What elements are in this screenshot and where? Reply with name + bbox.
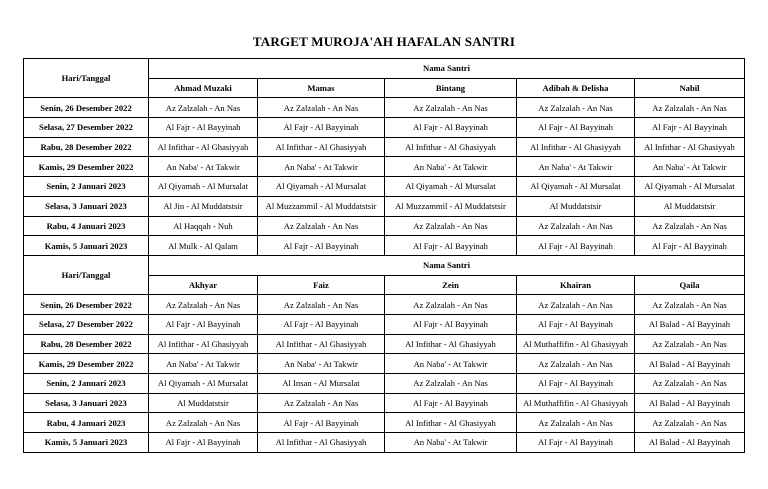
surah-target-cell: Al Fajr - Al Bayyinah xyxy=(258,413,385,433)
surah-target-cell: Az Zalzalah - An Nas xyxy=(517,98,635,118)
names-group-header: Nama Santri xyxy=(149,59,745,79)
surah-target-cell: Az Zalzalah - An Nas xyxy=(258,393,385,413)
surah-target-cell: Az Zalzalah - An Nas xyxy=(517,216,635,236)
surah-target-cell: Al Muddatstsir xyxy=(149,393,258,413)
page-title: TARGET MUROJA'AH HAFALAN SANTRI xyxy=(252,34,516,49)
surah-target-cell: An Naba' - At Takwir xyxy=(258,157,385,177)
date-cell: Kamis, 29 Desember 2022 xyxy=(24,157,149,177)
schedule-row xyxy=(24,433,745,453)
surah-target-cell: Al Fajr - Al Bayyinah xyxy=(517,236,635,256)
date-cell: Senin, 26 Desember 2022 xyxy=(24,295,149,315)
surah-target-cell: An Naba' - At Takwir xyxy=(149,157,258,177)
surah-target-cell: Al Fajr - Al Bayyinah xyxy=(635,118,745,138)
student-name-header: Mamas xyxy=(258,78,385,98)
surah-target-cell: Al Infithar - Al Ghasiyyah xyxy=(258,137,385,157)
surah-target-cell: Al Infithar - Al Ghasiyyah xyxy=(517,137,635,157)
surah-target-cell: An Naba' - At Takwir xyxy=(635,157,745,177)
date-cell: Selasa, 27 Desember 2022 xyxy=(24,314,149,334)
surah-target-cell: Al Qiyamah - Al Mursalat xyxy=(149,177,258,197)
date-cell: Kamis, 29 Desember 2022 xyxy=(24,354,149,374)
table-body xyxy=(24,59,745,453)
surah-target-cell: Al Qiyamah - Al Mursalat xyxy=(258,177,385,197)
surah-target-cell: Az Zalzalah - An Nas xyxy=(149,413,258,433)
surah-target-cell: Al Insan - Al Mursalat xyxy=(258,374,385,394)
surah-target-cell: Al Haqqah - Nuh xyxy=(149,216,258,236)
surah-target-cell: Al Infithar - Al Ghasiyyah xyxy=(258,433,385,453)
surah-target-cell: Al Infithar - Al Ghasiyyah xyxy=(149,137,258,157)
schedule-row xyxy=(24,354,745,374)
surah-target-cell: Al Muzzammil - Al Muddatstsir xyxy=(258,196,385,216)
surah-target-cell: Al Jin - Al Muddatstsir xyxy=(149,196,258,216)
date-cell: Selasa, 3 Januari 2023 xyxy=(24,196,149,216)
murojaah-table xyxy=(23,58,745,453)
schedule-row xyxy=(24,177,745,197)
surah-target-cell: An Naba' - At Takwir xyxy=(149,354,258,374)
surah-target-cell: Al Muthaffifin - Al Ghasiyyah xyxy=(517,393,635,413)
student-name-header: Faiz xyxy=(258,275,385,295)
schedule-row xyxy=(24,196,745,216)
surah-target-cell: Al Qiyamah - Al Mursalat xyxy=(385,177,517,197)
surah-target-cell: Az Zalzalah - An Nas xyxy=(635,216,745,236)
surah-target-cell: Al Muddatstsir xyxy=(517,196,635,216)
student-name-header: Akhyar xyxy=(149,275,258,295)
student-name-header: Bintang xyxy=(385,78,517,98)
surah-target-cell: Al Infithar - Al Ghasiyyah xyxy=(258,334,385,354)
surah-target-cell: Al Balad - Al Bayyinah xyxy=(635,354,745,374)
date-cell: Selasa, 27 Desember 2022 xyxy=(24,118,149,138)
names-group-header: Nama Santri xyxy=(149,255,745,275)
surah-target-cell: Al Fajr - Al Bayyinah xyxy=(385,314,517,334)
surah-target-cell: Al Balad - Al Bayyinah xyxy=(635,314,745,334)
surah-target-cell: Az Zalzalah - An Nas xyxy=(385,295,517,315)
surah-target-cell: Az Zalzalah - An Nas xyxy=(635,374,745,394)
surah-target-cell: Az Zalzalah - An Nas xyxy=(517,354,635,374)
date-cell: Senin, 26 Desember 2022 xyxy=(24,98,149,118)
schedule-row xyxy=(24,236,745,256)
surah-target-cell: Al Fajr - Al Bayyinah xyxy=(149,433,258,453)
surah-target-cell: Al Balad - Al Bayyinah xyxy=(635,433,745,453)
surah-target-cell: An Naba' - At Takwir xyxy=(517,157,635,177)
surah-target-cell: Al Fajr - Al Bayyinah xyxy=(517,314,635,334)
date-cell: Kamis, 5 Januari 2023 xyxy=(24,236,149,256)
schedule-row xyxy=(24,98,745,118)
schedule-row xyxy=(24,314,745,334)
surah-target-cell: Al Fajr - Al Bayyinah xyxy=(258,118,385,138)
surah-target-cell: Al Fajr - Al Bayyinah xyxy=(149,314,258,334)
surah-target-cell: An Naba' - At Takwir xyxy=(385,354,517,374)
date-cell: Senin, 2 Januari 2023 xyxy=(24,374,149,394)
student-name-header: Khairan xyxy=(517,275,635,295)
surah-target-cell: Az Zalzalah - An Nas xyxy=(635,295,745,315)
surah-target-cell: Az Zalzalah - An Nas xyxy=(385,98,517,118)
surah-target-cell: Az Zalzalah - An Nas xyxy=(635,413,745,433)
student-name-header: Nabil xyxy=(635,78,745,98)
date-column-header: Hari/Tanggal xyxy=(24,255,149,294)
surah-target-cell: Al Infithar - Al Ghasiyyah xyxy=(385,137,517,157)
schedule-row xyxy=(24,157,745,177)
surah-target-cell: Al Fajr - Al Bayyinah xyxy=(635,236,745,256)
surah-target-cell: Al Qiyamah - Al Mursalat xyxy=(517,177,635,197)
surah-target-cell: Az Zalzalah - An Nas xyxy=(517,295,635,315)
surah-target-cell: Az Zalzalah - An Nas xyxy=(385,374,517,394)
date-cell: Kamis, 5 Januari 2023 xyxy=(24,433,149,453)
surah-target-cell: Al Fajr - Al Bayyinah xyxy=(149,118,258,138)
surah-target-cell: Al Fajr - Al Bayyinah xyxy=(517,118,635,138)
surah-target-cell: Az Zalzalah - An Nas xyxy=(258,98,385,118)
schedule-row xyxy=(24,137,745,157)
student-name-header: Adibah & Delisha xyxy=(517,78,635,98)
surah-target-cell: Al Infithar - Al Ghasiyyah xyxy=(385,334,517,354)
surah-target-cell: Al Infithar - Al Ghasiyyah xyxy=(385,413,517,433)
surah-target-cell: An Naba' - At Takwir xyxy=(385,433,517,453)
student-name-header: Ahmad Muzaki xyxy=(149,78,258,98)
surah-target-cell: Al Fajr - Al Bayyinah xyxy=(385,236,517,256)
schedule-row xyxy=(24,413,745,433)
schedule-row xyxy=(24,216,745,236)
date-cell: Rabu, 4 Januari 2023 xyxy=(24,216,149,236)
surah-target-cell: Al Muthaffifin - Al Ghasiyyah xyxy=(517,334,635,354)
surah-target-cell: Al Balad - Al Bayyinah xyxy=(635,393,745,413)
date-cell: Rabu, 28 Desember 2022 xyxy=(24,334,149,354)
surah-target-cell: Al Mulk - Al Qalam xyxy=(149,236,258,256)
surah-target-cell: Al Infithar - Al Ghasiyyah xyxy=(635,137,745,157)
date-column-header: Hari/Tanggal xyxy=(24,59,149,98)
surah-target-cell: Al Fajr - Al Bayyinah xyxy=(385,118,517,138)
surah-target-cell: Az Zalzalah - An Nas xyxy=(258,295,385,315)
surah-target-cell: Az Zalzalah - An Nas xyxy=(258,216,385,236)
surah-target-cell: An Naba' - At Takwir xyxy=(385,157,517,177)
surah-target-cell: Al Muddatstsir xyxy=(635,196,745,216)
date-cell: Senin, 2 Januari 2023 xyxy=(24,177,149,197)
date-cell: Rabu, 4 Januari 2023 xyxy=(24,413,149,433)
schedule-row xyxy=(24,393,745,413)
surah-target-cell: Az Zalzalah - An Nas xyxy=(517,413,635,433)
surah-target-cell: Al Infithar - Al Ghasiyyah xyxy=(149,334,258,354)
surah-target-cell: Az Zalzalah - An Nas xyxy=(635,334,745,354)
surah-target-cell: Al Fajr - Al Bayyinah xyxy=(258,314,385,334)
surah-target-cell: Al Fajr - Al Bayyinah xyxy=(385,393,517,413)
surah-target-cell: An Naba' - At Takwir xyxy=(258,354,385,374)
schedule-row xyxy=(24,334,745,354)
schedule-row xyxy=(24,295,745,315)
surah-target-cell: Al Qiyamah - Al Mursalat xyxy=(635,177,745,197)
student-name-header: Qaila xyxy=(635,275,745,295)
section-header-row xyxy=(24,59,745,79)
section-header-row xyxy=(24,255,745,275)
surah-target-cell: Al Fajr - Al Bayyinah xyxy=(517,374,635,394)
schedule-row xyxy=(24,118,745,138)
surah-target-cell: Az Zalzalah - An Nas xyxy=(385,216,517,236)
surah-target-cell: Az Zalzalah - An Nas xyxy=(149,295,258,315)
surah-target-cell: Az Zalzalah - An Nas xyxy=(149,98,258,118)
surah-target-cell: Al Fajr - Al Bayyinah xyxy=(517,433,635,453)
surah-target-cell: Al Muzzammil - Al Muddatstsir xyxy=(385,196,517,216)
date-cell: Rabu, 28 Desember 2022 xyxy=(24,137,149,157)
schedule-row xyxy=(24,374,745,394)
surah-target-cell: Al Fajr - Al Bayyinah xyxy=(258,236,385,256)
date-cell: Selasa, 3 Januari 2023 xyxy=(24,393,149,413)
student-name-header: Zein xyxy=(385,275,517,295)
surah-target-cell: Az Zalzalah - An Nas xyxy=(635,98,745,118)
surah-target-cell: Al Qiyamah - Al Mursalat xyxy=(149,374,258,394)
